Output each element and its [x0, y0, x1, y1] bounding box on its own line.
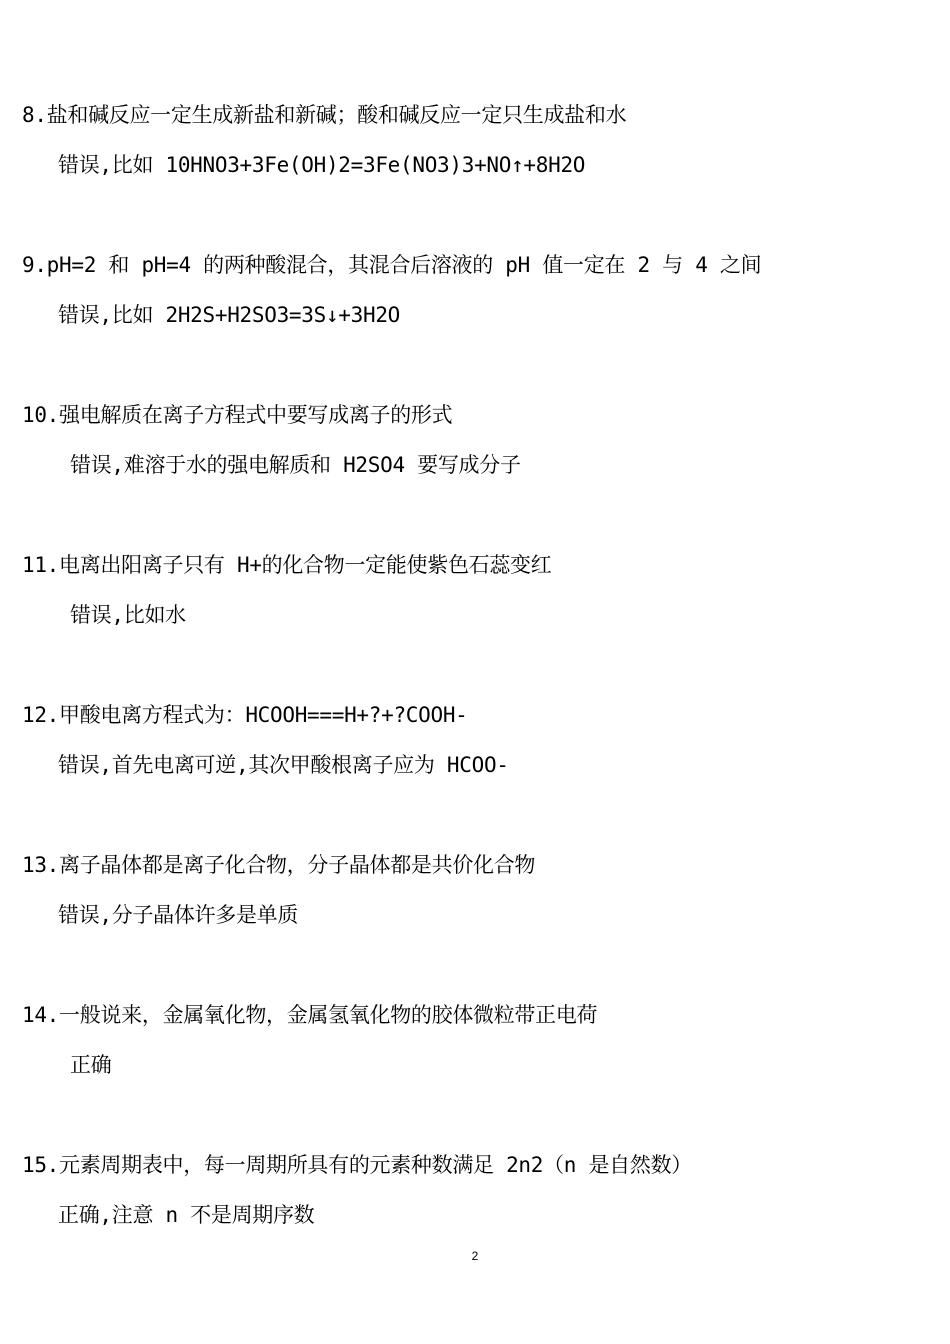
answer-15: 正确,注意 n 不是周期序数	[58, 1203, 315, 1227]
statement-8: 8.盐和碱反应一定生成新盐和新碱；酸和碱反应一定只生成盐和水	[22, 103, 627, 127]
answer-12: 错误,首先电离可逆,其次甲酸根离子应为 HCOO-	[58, 753, 509, 777]
page-number: 2	[471, 1249, 479, 1263]
statement-11: 11.电离出阳离子只有 H+的化合物一定能使紫色石蕊变红	[22, 553, 552, 577]
answer-14: 正确	[70, 1053, 112, 1077]
answer-11: 错误,比如水	[70, 603, 186, 627]
answer-9: 错误,比如 2H2S+H2SO3=3S↓+3H2O	[58, 303, 401, 327]
answer-10: 错误,难溶于水的强电解质和 H2SO4 要写成分子	[70, 453, 521, 477]
statement-13: 13.离子晶体都是离子化合物，分子晶体都是共价化合物	[22, 853, 536, 877]
answer-13: 错误,分子晶体许多是单质	[58, 903, 299, 927]
statement-10: 10.强电解质在离子方程式中要写成离子的形式	[22, 403, 453, 427]
statement-14: 14.一般说来，金属氧化物，金属氢氧化物的胶体微粒带正电荷	[22, 1003, 598, 1027]
statement-9: 9.pH=2 和 pH=4 的两种酸混合，其混合后溶液的 pH 值一定在 2 与 4 之间	[22, 253, 762, 277]
statement-12: 12.甲酸电离方程式为：HCOOH===H+?+?COOH-	[22, 703, 468, 727]
answer-8: 错误,比如 10HNO3+3Fe(OH)2=3Fe(NO3)3+NO↑+8H2O	[58, 153, 586, 177]
statement-15: 15.元素周期表中，每一周期所具有的元素种数满足 2n2（n 是自然数）	[22, 1153, 692, 1177]
